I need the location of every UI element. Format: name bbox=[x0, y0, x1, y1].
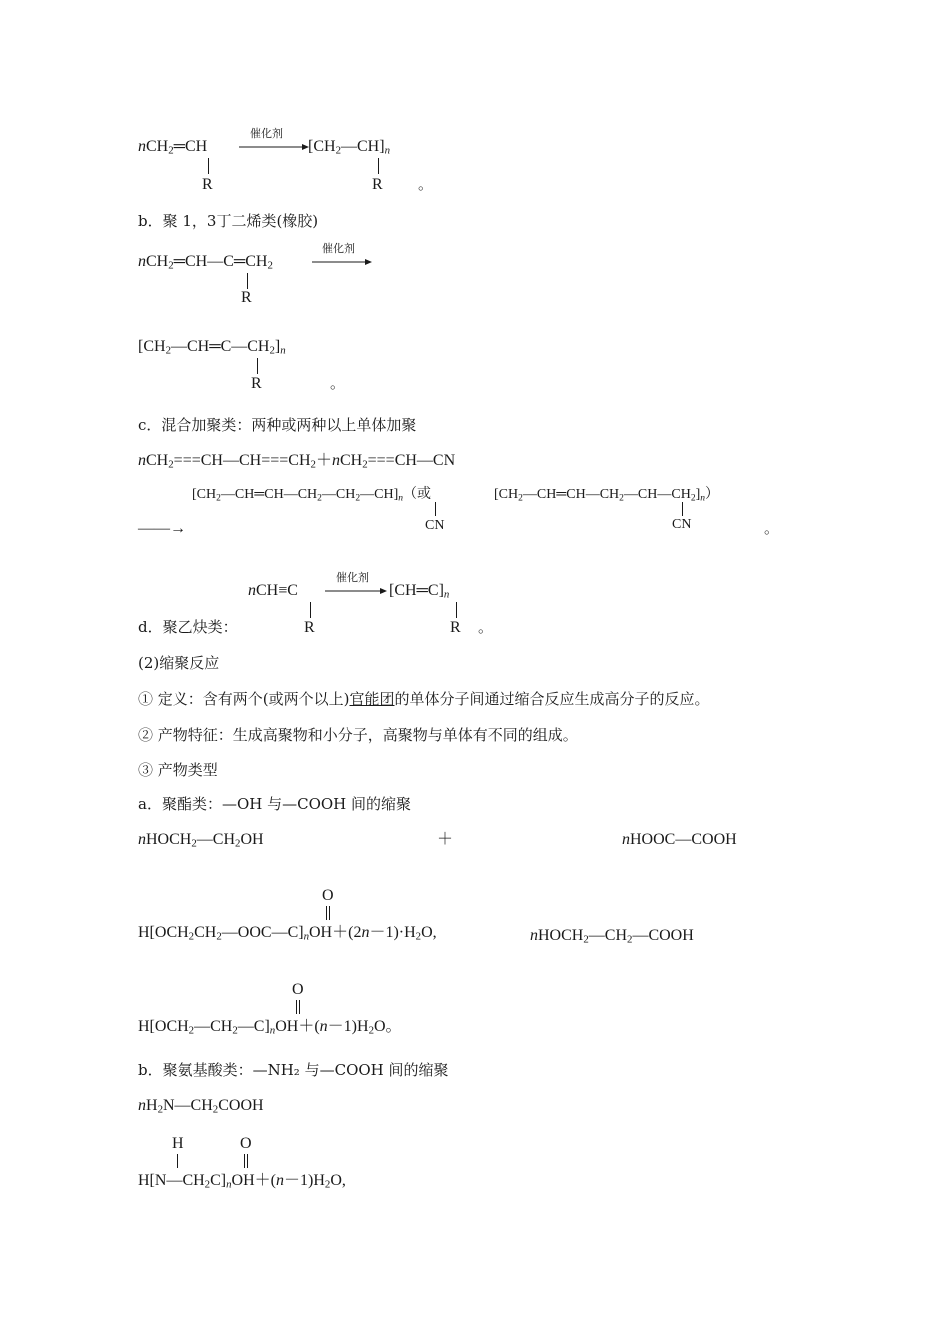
bond-line bbox=[177, 1154, 178, 1168]
bond-line bbox=[208, 158, 209, 174]
underlined-term: 官能团 bbox=[349, 690, 395, 708]
eq-amino-monomer: $nH_2N—CH_2COOH$ bbox=[138, 1097, 264, 1116]
eq-ester-product-2: $H[OCH_2—CH_2—C]_nOH+(n-1)H_2O$。 bbox=[138, 1018, 402, 1037]
carbonyl-o: O bbox=[292, 981, 304, 998]
eq-vinyl-left: nCH$_2$═CH bbox=[138, 138, 208, 157]
substituent-r: R bbox=[372, 176, 383, 193]
catalyst-label: 催化剂 bbox=[322, 242, 355, 255]
eq-mixed-product-1: $[CH_2—CH═CH—CH_2—CH_2—CH]_n$（或 bbox=[192, 487, 432, 504]
eq-amino-product: $H[N—CH_2C]_nOH+(n-1)H_2O$, bbox=[138, 1172, 346, 1191]
eq-butadiene-polymer: $[CH_2—CH═C—CH_2]_n$ bbox=[138, 338, 286, 357]
substituent-r: R bbox=[241, 289, 252, 306]
definition-3: ③ 产物类型 bbox=[138, 761, 218, 779]
substituent-r: R bbox=[202, 176, 213, 193]
catalyst-label: 催化剂 bbox=[336, 571, 369, 584]
heading-d: d．聚乙炔类： bbox=[138, 618, 238, 636]
substituent-cn: CN bbox=[425, 518, 445, 533]
bond-line bbox=[378, 158, 379, 174]
eq-ester-monomer-3: $nHOCH_2—CH_2—COOH$ bbox=[530, 927, 694, 946]
heading-a: a．聚酯类：—OH 与—COOH 间的缩聚 bbox=[138, 795, 412, 813]
double-bond bbox=[296, 1000, 300, 1014]
bond-line bbox=[247, 273, 248, 289]
carbonyl-o: O bbox=[240, 1135, 252, 1152]
reaction-arrow bbox=[239, 143, 309, 151]
substituent-r: R bbox=[450, 619, 461, 636]
heading-b1: b．聚 1，3丁二烯类(橡胶) bbox=[138, 212, 319, 230]
eq-mixed-product-2: $[CH_2—CH═CH—CH_2—CH—CH_2]_n$） bbox=[494, 487, 720, 504]
eq-alkyne-polymer: $[CH═C]_n$ bbox=[389, 582, 450, 601]
heading-c: c．混合加聚类：两种或两种以上单体加聚 bbox=[138, 416, 417, 434]
plus-sign: ＋ bbox=[437, 831, 454, 848]
bond-line bbox=[257, 358, 258, 374]
eq-vinyl-right: $[CH_2—CH]_n$ bbox=[308, 138, 390, 157]
double-bond bbox=[326, 906, 330, 920]
bond-line bbox=[456, 602, 457, 618]
substituent-r: R bbox=[304, 619, 315, 636]
heading-b: b．聚氨基酸类：—NH₂ 与—COOH 间的缩聚 bbox=[138, 1061, 449, 1079]
h-atom: H bbox=[172, 1135, 184, 1152]
bond-line bbox=[435, 502, 436, 516]
period: 。 bbox=[764, 519, 780, 537]
substituent-r: R bbox=[251, 375, 262, 392]
definition-2: ② 产物特征：生成高聚物和小分子，高聚物与单体有不同的组成。 bbox=[138, 726, 578, 744]
bond-line bbox=[310, 602, 311, 618]
eq-ester-monomer-2: nHOOC—COOH bbox=[622, 831, 737, 848]
carbonyl-o: O bbox=[322, 887, 334, 904]
catalyst-label: 催化剂 bbox=[250, 127, 283, 140]
double-bond bbox=[244, 1154, 248, 1168]
period: 。 bbox=[330, 374, 346, 392]
reaction-arrow bbox=[312, 258, 372, 266]
reaction-arrow bbox=[325, 587, 387, 595]
substituent-cn: CN bbox=[672, 517, 692, 532]
period: 。 bbox=[418, 175, 434, 193]
eq-ester-product: $H[OCH_2CH_2—OOC—C]_nOH+(2n-1)\cdot H_2O$, bbox=[138, 924, 437, 943]
eq-butadiene-monomer: $nCH_2═CH—C═CH_2$ bbox=[138, 253, 273, 272]
eq-alkyne-monomer: nCH≡C bbox=[248, 582, 298, 599]
long-arrow: ——→ bbox=[138, 520, 186, 537]
eq-ester-monomer-1: $nHOCH_2—CH_2OH$ bbox=[138, 831, 264, 850]
section-2-title: (2)缩聚反应 bbox=[138, 654, 220, 672]
definition-1: ① 定义：含有两个(或两个以上)官能团的单体分子间通过缩合反应生成高分子的反应。 bbox=[138, 690, 710, 708]
period: 。 bbox=[478, 618, 494, 636]
bond-line bbox=[682, 502, 683, 516]
eq-mixed-reactants: $nCH_2===CH—CH===CH_2+nCH_2===CH—CN$ bbox=[138, 452, 456, 471]
